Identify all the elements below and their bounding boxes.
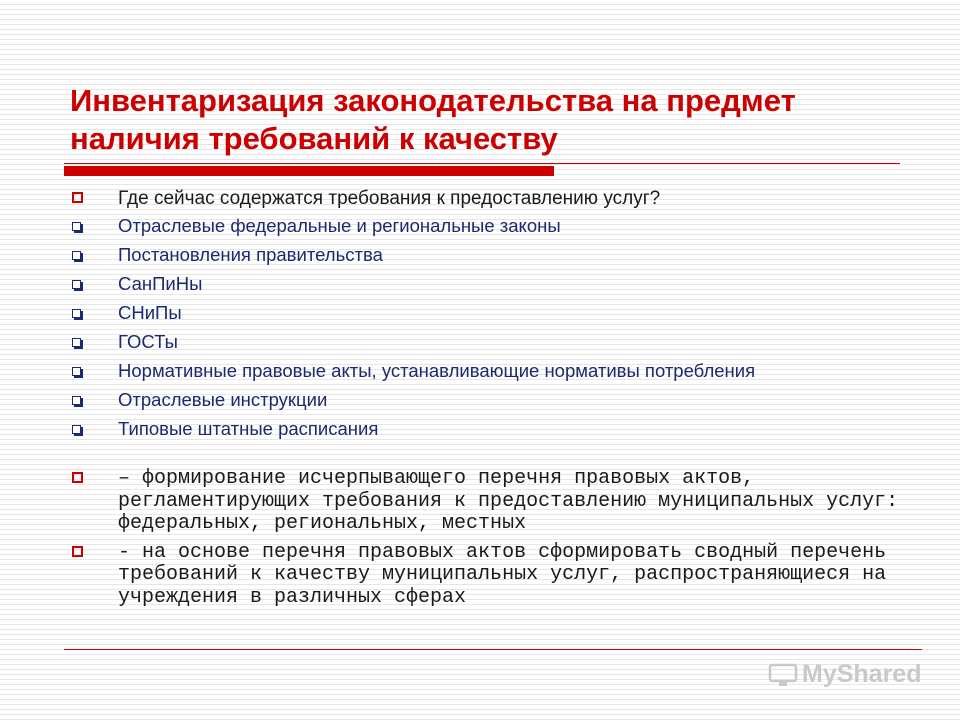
question-item	[72, 188, 902, 210]
square-bullet-icon	[72, 192, 83, 203]
source-item	[72, 245, 902, 265]
source-item	[72, 274, 902, 294]
source-text: Отраслевые федеральные и региональные законы	[118, 215, 561, 236]
source-item	[72, 390, 902, 410]
source-item	[72, 361, 902, 381]
shadow-square-bullet-icon	[72, 280, 81, 289]
source-item	[72, 216, 902, 236]
source-item	[72, 419, 902, 439]
slide-title: Инвентаризация законодательства на предмет наличия требований к качеству	[70, 83, 796, 156]
square-bullet-icon	[72, 546, 83, 557]
source-text: Типовые штатные расписания	[118, 418, 379, 439]
watermark	[768, 660, 921, 689]
square-bullet-icon	[72, 472, 83, 483]
shadow-square-bullet-icon	[72, 309, 81, 318]
source-text: Постановления правительства	[118, 244, 383, 265]
step-text: - на основе перечня правовых актов сформировать сводный перечень требований к качеству муниципальных услуг, распространяющиеся на учреждения в различных сферах	[118, 540, 887, 609]
shadow-square-bullet-icon	[72, 222, 81, 231]
list-spacer	[72, 448, 902, 468]
bullet-list	[72, 188, 902, 615]
shadow-square-bullet-icon	[72, 396, 81, 405]
source-text: СанПиНы	[118, 273, 203, 294]
step-item	[72, 468, 902, 536]
step-text: – формирование исчерпывающего перечня правовых актов, регламентирующих требования к предоставлению муниципальных услуг: федеральных, региональных, местных	[118, 467, 899, 535]
shadow-square-bullet-icon	[72, 425, 81, 434]
source-text: Отраслевые инструкции	[118, 389, 328, 410]
title-rule-thin	[64, 163, 900, 164]
shadow-square-bullet-icon	[72, 251, 81, 260]
footer-rule	[64, 649, 922, 650]
source-item	[72, 332, 902, 352]
shadow-square-bullet-icon	[72, 338, 81, 347]
source-text: СНиПы	[118, 302, 182, 323]
monitor-icon	[768, 663, 798, 687]
title-rule-thick	[64, 166, 554, 176]
watermark-text: MyShared	[802, 660, 922, 688]
source-item	[72, 303, 902, 323]
question-text: Где сейчас содержатся требования к предоставлению услуг?	[118, 188, 661, 209]
step-item	[72, 542, 902, 610]
source-text: Нормативные правовые акты, устанавливающие нормативы потребления	[118, 360, 756, 381]
shadow-square-bullet-icon	[72, 367, 81, 376]
source-text: ГОСТы	[118, 331, 178, 352]
